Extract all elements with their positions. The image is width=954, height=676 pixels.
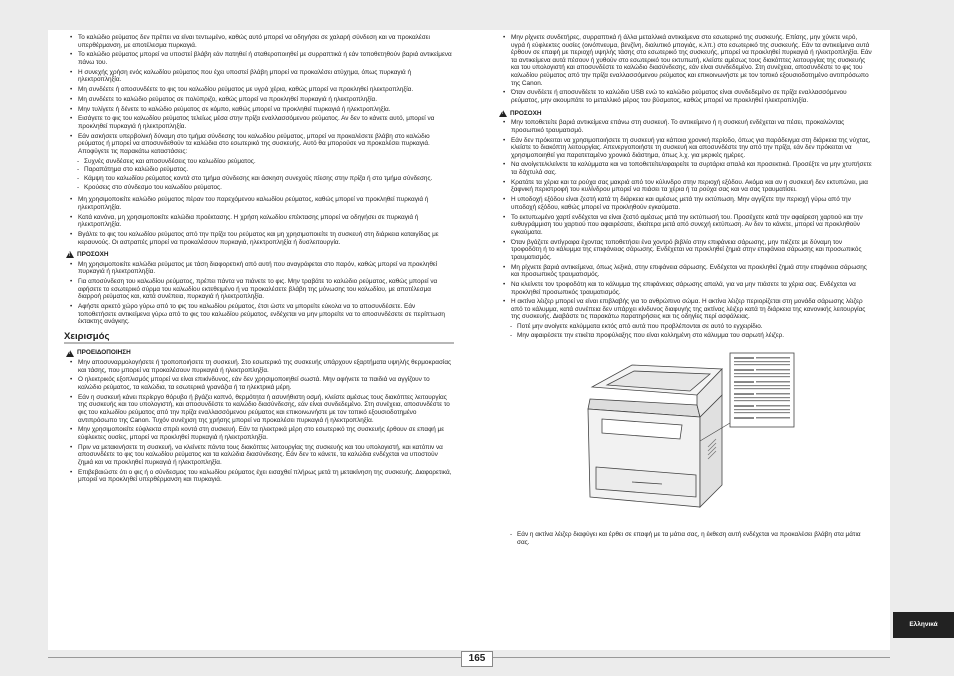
left-column xyxy=(64,34,454,486)
dash-item: - Ποτέ μην ανοίγετε καλύμματα εκτός από αυτά που προβλέπονται σε αυτό το εγχειρίδιο. xyxy=(497,323,872,331)
list-item: • Η συνεχής χρήση ενός καλωδίου ρεύματος που έχει υποστεί βλάβη μπορεί να προκαλέσει ατύχημα, όπως πυρκαγιά ή ηλεκτροπληξία. xyxy=(64,69,454,84)
caution-heading xyxy=(66,251,454,259)
warning-title: ΠΡΟΕΙΔΟΠΟΙΗΣΗ xyxy=(77,349,131,357)
list-item: • Η ακτίνα λέιζερ μπορεί να είναι επιβλαβής για το ανθρώπινο σώμα. Η ακτίνα λέιζερ περιορίζεται στη μονάδα σάρωσης λέιζερ από το κάλυμμα, κατά συνέπεια δεν υπάρχει κίνδυνος διαφυγής της ακτίνας λέιζερ κατά τη διάρκεια της κανονικής λειτουργίας της συσκευής. Διαβάστε τις παρακάτω παρατηρήσεις και τις οδηγίες περί ασφάλειας. xyxy=(497,298,872,321)
list-item: • Μην τοποθετείτε βαριά αντικείμενα επάνω στη συσκευή. Το αντικείμενο ή η συσκευή ενδέχεται να πέσει, προκαλώντας προσωπικό τραυματισμό. xyxy=(497,119,872,134)
list-item: • Μην τυλίγετε ή δένετε το καλώδιο ρεύματος σε κόμπο, καθώς μπορεί να προκληθεί πυρκαγιά ή ηλεκτροπληξία. xyxy=(64,106,454,114)
section-heading: Χειρισμός xyxy=(64,333,454,345)
caution-heading xyxy=(499,110,872,118)
list-item: • Μη χρησιμοποιείτε καλώδια ρεύματος με τάση διαφορετική από αυτή που αναγράφεται στο παρόν, καθώς μπορεί να προκληθεί πυρκαγιά ή ηλεκτροπληξία. xyxy=(64,261,454,276)
list-item: • Ο ηλεκτρικός εξοπλισμός μπορεί να είναι επικίνδυνος, εάν δεν χρησιμοποιηθεί σωστά. Μην αφήνετε τα παιδιά να αγγίζουν το καλώδιο ρεύματος, τα καλώδια, τα εσωτερικά γρανάζια ή τα ηλεκτρικά μέρη. xyxy=(64,376,454,391)
list-item: • Αφήστε αρκετό χώρο γύρω από το φις του καλωδίου ρεύματος, έτσι ώστε να μπορείτε εύκολα να το αποσυνδέσετε. Εάν τοποθετήσετε αντικείμενα γύρω από το φις του καλωδίου ρεύματος, ενδέχεται να μην μπορείτε να το αποσυνδέσετε σε περίπτωση έκτακτης ανάγκης. xyxy=(64,303,454,326)
list-item: • Όταν βγάζετε αντίγραφα έχοντας τοποθετήσει ένα χοντρό βιβλίο στην επιφάνεια σάρωσης, μην πιέζετε με δύναμη τον τροφοδότη ή το κάλυμμα της επιφάνειας σάρωσης. Ενδέχεται να προκληθεί ζημιά στην επιφάνεια σάρωσης και προσωπικός τραυματισμός. xyxy=(497,239,872,262)
list-item: • Κρατάτε τα χέρια και τα ρούχα σας μακριά από τον κύλινδρο στην περιοχή εξόδου. Ακόμα και αν η συσκευή δεν εκτυπώνει, μια ξαφνική περιστροφή του κυλίνδρου μπορεί να πιάσει τα χέρια ή τα ρούχα σας και να σας τραυματίσει. xyxy=(497,179,872,194)
list-item: • Μη χρησιμοποιείτε καλώδιο ρεύματος πέραν του παρεχόμενου καλωδίου ρεύματος, καθώς μπορεί να προκληθεί πυρκαγιά ή ηλεκτροπληξία. xyxy=(64,196,454,211)
list-item: • Κατά κανόνα, μη χρησιμοποιείτε καλώδια προέκτασης. Η χρήση καλωδίου επέκτασης μπορεί να οδηγήσει σε πυρκαγιά ή ηλεκτροπληξία. xyxy=(64,214,454,229)
warning-triangle-icon xyxy=(66,350,74,357)
warning-triangle-icon xyxy=(499,110,507,117)
printer-illustration xyxy=(572,347,802,517)
list-item: • Μην χρησιμοποιείτε εύφλεκτα σπρέι κοντά στη συσκευή. Εάν τα ηλεκτρικά μέρη στο εσωτερικό της συσκευής έρθουν σε επαφή με εύφλεκτες ουσίες, μπορεί να προκληθεί πυρκαγιά ή ηλεκτροπληξία. xyxy=(64,426,454,441)
list-item: • Μην ρίχνετε συνδετήρες, συρραπτικά ή άλλα μεταλλικά αντικείμενα στο εσωτερικό της συσκευής. Επίσης, μην χύνετε νερό, υγρά ή εύφλεκτες ουσίες (οινόπνευμα, βενζίνη, διαλυτικό μπογιάς, κ.λπ.) στο εσωτερικό της συσκευής. Εάν τα αντικείμενα αυτά έρθουν σε επαφή με περιοχή υψηλής τάσης στο εσωτερικό της συσκευής, μπορεί να προκληθεί πυρκαγιά ή ηλεκτροπληξία. Εάν τα αντικείμενα αυτά πέσουν ή χυθούν στο εσωτερικό του εκτυπωτή, κλείστε αμέσως τους διακόπτες λειτουργίας της συσκευής και του υπολογιστή και αποσυνδέστε το καλώδιο διασύνδεσης, εάν είναι συνδεδεμένο. Στη συνέχεια, αποσυνδέστε το φις του καλωδίου ρεύματος από την πρίζα εναλλασσόμενου ρεύματος και επικοινωνήστε με τον τοπικό εξουσιοδοτημένο αντιπρόσωπο της Canon. xyxy=(497,34,872,87)
caution-title: ΠΡΟΣΟΧΗ xyxy=(510,109,542,117)
list-item: • Μη ρίχνετε βαριά αντικείμενα, όπως λεξικά, στην επιφάνεια σάρωσης. Ενδέχεται να προκληθεί ζημιά στην επιφάνεια σάρωσης και προσωπικός τραυματισμός. xyxy=(497,264,872,279)
list-item: • Μη συνδέετε το καλώδιο ρεύματος σε πολύπριζο, καθώς μπορεί να προκληθεί πυρκαγιά ή ηλεκτροπληξία. xyxy=(64,96,454,104)
list-item: • Να ανοίγετε/κλείνετε τα καλύμματα και να τοποθετείτε/αφαιρείτε τα συρτάρια απαλά και προσεκτικά. Προσέξτε να μην χτυπήσετε τα δάχτυλά σας. xyxy=(497,161,872,176)
warning-heading xyxy=(66,349,454,357)
list-item: • Εάν δεν πρόκειται να χρησιμοποιήσετε τη συσκευή για κάποια χρονική περίοδο, όπως για παράδειγμα στη διάρκεια της νύχτας, κλείστε το διακόπτη λειτουργίας. Απενεργοποιήστε τη συσκευή και αποσυνδέστε την από την πρίζα, εάν δεν πρόκειται να χρησιμοποιηθεί για παρατεταμένο χρονικό διάστημα, όπως λ.χ. για μερικές ημέρες. xyxy=(497,137,872,160)
list-item: • Για αποσύνδεση του καλωδίου ρεύματος, πρέπει πάντα να πιάνετε το φις. Μην τραβάτε το καλώδιο ρεύματος, καθώς μπορεί να αφήσετε το εσωτερικό σύρμα του καλωδίου εκτεθειμένο ή να προκαλέσετε βλάβη της μόνωσης του καλωδίου, με αποτέλεσμα διαρροή ρεύματος και, κατά συνέπεια, πυρκαγιά ή ηλεκτροπληξία. xyxy=(64,278,454,301)
list-item: • Βγάλτε το φις του καλωδίου ρεύματος από την πρίζα του ρεύματος και μη χρησιμοποιείτε τη συσκευή στη διάρκεια καταιγίδας με κεραυνούς. Οι αστραπές μπορεί να προκαλέσουν πυρκαγιά, ηλεκτροπληξία ή δυσλειτουργία. xyxy=(64,231,454,246)
list-item: • Επιβεβαιώστε ότι ο φις ή ο σύνδεσμος του καλωδίου ρεύματος έχει εισαχθεί πλήρως μετά τη μετακίνηση της συσκευής. Διαφορετικά, μπορεί να προκληθεί υπερθέρμανση και πυρκαγιά. xyxy=(64,469,454,484)
page-number: 165 xyxy=(461,651,493,667)
list-item: • Πριν να μετακινήσετε τη συσκευή, να κλείνετε πάντα τους διακόπτες λειτουργίας της συσκευής και του υπολογιστή, και κατόπιν να αποσυνδέετε το φις του καλωδίου ρεύματος και τα καλώδια διασύνδεσης. Εάν δεν το κάνετε, τα καλώδια ενδέχεται να υποστούν ζημιά και να προκληθεί πυρκαγιά ή ηλεκτροπληξία. xyxy=(64,444,454,467)
list-item: • Η υποδοχή εξόδου είναι ζεστή κατά τη διάρκεια και αμέσως μετά την εκτύπωση. Μην αγγίζετε την περιοχή γύρω από την υποδοχή εξόδου, καθώς μπορεί να προκληθούν εγκαύματα. xyxy=(497,196,872,211)
list-item: • Το καλώδιο ρεύματος δεν πρέπει να είναι τεντωμένο, καθώς αυτό μπορεί να οδηγήσει σε χαλαρή σύνδεση και να προκαλέσει υπερθέρμανση, με αποτέλεσμα πυρκαγιά. xyxy=(64,34,454,49)
list-item: • Εάν ασκήσετε υπερβολική δύναμη στο τμήμα σύνδεσης του καλωδίου ρεύματος, μπορεί να προκαλέσετε βλάβη στο καλώδιο ρεύματος ή μπορεί να αποσυνδεθούν τα καλώδια στο εσωτερικό της συσκευής. Αυτό θα μπορούσε να προκαλέσει πυρκαγιά. Αποφύγετε τις παρακάτω καταστάσεις: xyxy=(64,133,454,156)
dash-item: - Συχνές συνδέσεις και αποσυνδέσεις του καλωδίου ρεύματος. xyxy=(64,158,454,166)
list-item: • Εισάγετε το φις του καλωδίου ρεύματος τελείως μέσα στην πρίζα εναλλασσόμενου ρεύματος. Αν δεν το κάνετε αυτό, μπορεί να προκληθεί πυρκαγιά ή ηλεκτροπληξία. xyxy=(64,115,454,130)
list-item: • Το καλώδιο ρεύματος μπορεί να υποστεί βλάβη εάν πατηθεί ή σταθεροποιηθεί με συρραπτικά ή εάν τοποθετηθούν βαριά αντικείμενα πάνω του. xyxy=(64,51,454,66)
dash-item: - Κάμψη του καλωδίου ρεύματος κοντά στο τμήμα σύνδεσης και άσκηση συνεχούς πίεσης στην πρίζα ή στο τμήμα σύνδεσης. xyxy=(64,175,454,183)
list-item: • Να κλείνετε τον τροφοδότη και το κάλυμμα της επιφάνειας σάρωσης απαλά, για να μην πιάσετε τα χέρια σας. Ενδέχεται να προκληθεί προσωπικός τραυματισμός. xyxy=(497,281,872,296)
list-item: • Μην αποσυναρμολογήσετε ή τροποποιήσετε τη συσκευή. Στο εσωτερικό της συσκευής υπάρχουν εξαρτήματα υψηλής θερμοκρασίας και τάσης, που μπορεί να προκαλέσουν πυρκαγιά ή ηλεκτροπληξία. xyxy=(64,359,454,374)
right-column xyxy=(497,34,872,548)
dash-item: - Παραπάτημα στο καλώδιο ρεύματος. xyxy=(64,166,454,174)
dash-item: - Κρούσεις στο σύνδεσμο του καλωδίου ρεύματος. xyxy=(64,184,454,192)
list-item: • Όταν συνδέετε ή αποσυνδέετε το καλώδιο USB ενώ το καλώδιο ρεύματος είναι συνδεδεμένο σε πρίζα εναλλασσόμενου ρεύματος, μην ακουμπάτε το μεταλλικό μέρος του βύσματος, καθώς μπορεί να προκληθεί ηλεκτροπληξία. xyxy=(497,89,872,104)
language-tab: Ελληνικά xyxy=(893,612,954,638)
dash-item: - Εάν η ακτίνα λέιζερ διαφύγει και έρθει σε επαφή με τα μάτια σας, η έκθεση αυτή ενδέχεται να προκαλέσει βλάβη στα μάτια σας. xyxy=(497,531,872,546)
list-item: • Μη συνδέετε ή αποσυνδέετε το φις του καλωδίου ρεύματος με υγρά χέρια, καθώς μπορεί να προκληθεί ηλεκτροπληξία. xyxy=(64,86,454,94)
printer-drawing xyxy=(572,347,802,517)
warning-triangle-icon xyxy=(66,251,74,258)
caution-title: ΠΡΟΣΟΧΗ xyxy=(77,251,109,259)
dash-item: - Μην αφαιρέσετε την ετικέτα προφύλαξης που είναι κολλημένη στο κάλυμμα του σαρωτή λέιζερ. xyxy=(497,332,872,340)
list-item: • Το εκτυπωμένο χαρτί ενδέχεται να είναι ζεστό αμέσως μετά την εκτύπωσή του. Προσέχετε κατά την αφαίρεση χαρτιού και την ευθυγράμμιση του χαρτιού που αφαιρέσατε, ιδιαίτερα μετά από συνεχή εκτύπωση. Αν δεν το κάνετε, μπορεί να προκληθούν εγκαύματα. xyxy=(497,214,872,237)
list-item: • Εάν η συσκευή κάνει περίεργο θόρυβο ή βγάζει καπνό, θερμότητα ή ασυνήθιστη οσμή, κλείστε αμέσως τους διακόπτες λειτουργίας της συσκευής και του υπολογιστή, και αποσυνδέστε το καλώδιο διασύνδεσης, εάν είναι συνδεδεμένο. Στη συνέχεια, αποσυνδέστε το φις του καλωδίου ρεύματος από την πρίζα εναλλασσόμενου ρεύματος και επικοινωνήστε με τον τοπικό εξουσιοδοτημένο αντιπρόσωπο της Canon. Τυχόν συνέχιση της χρήσης μπορεί να προκαλέσει πυρκαγιά ή ηλεκτροπληξία. xyxy=(64,394,454,424)
